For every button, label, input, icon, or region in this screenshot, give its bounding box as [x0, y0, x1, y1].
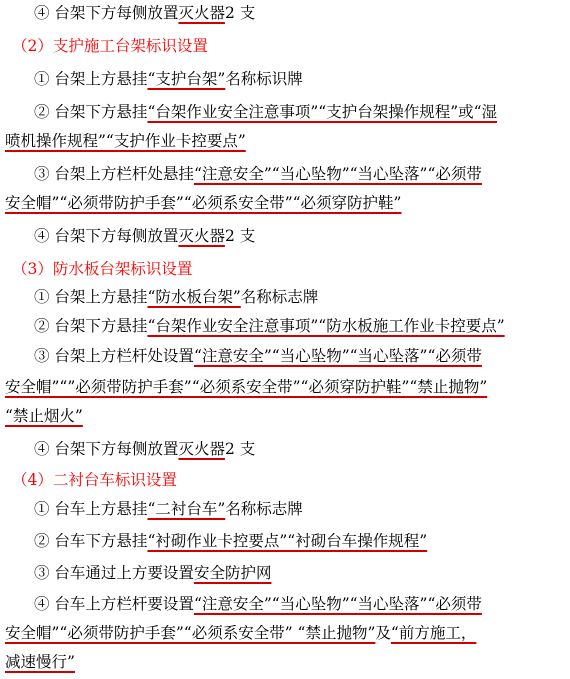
item-4-extinguisher: ④ 台架下方每侧放置灭火器2 支	[34, 4, 256, 22]
item-3-continuation: 安全帽”“必须带防护手套”“必须系安全带”“必须穿防护鞋”	[5, 194, 402, 212]
item-1-name-sign: ① 台架上方悬挂“支护台架”名称标识牌	[34, 70, 303, 88]
item-3-continuation: “禁止烟火”	[5, 407, 83, 425]
item-1-name-sign: ① 台架上方悬挂“防水板台架”名称标志牌	[34, 288, 319, 306]
item-2-safety-notice: ② 台架下方悬挂“台架作业安全注意事项”“防水板施工作业卡控要点”	[34, 317, 505, 335]
item-3-safety-net: ③ 台车通过上方要设置安全防护网	[34, 564, 272, 582]
item-3-railing-signs: ③ 台架上方栏杆处悬挂“注意安全”“当心坠物”“当心坠落”“必须带	[34, 165, 482, 183]
item-2-continuation: 喷机操作规程”“支护作业卡控要点”	[5, 132, 246, 150]
item-2-notice: ② 台车下方悬挂“衬砌作业卡控要点”“衬砌台车操作规程”	[34, 532, 428, 550]
item-4-railing-signs: ④ 台车上方栏杆要设置“注意安全”“当心坠物”“当心坠落”“必须带	[34, 595, 482, 613]
item-3-continuation: 安全帽”“”必须带防护手套”“必须系安全带”“必须穿防护鞋”“禁止抛物”	[5, 378, 488, 396]
section-heading-support-platform: （2）支护施工台架标识设置	[12, 37, 208, 55]
item-3-railing-signs: ③ 台架上方栏杆处设置“注意安全”“当心坠物”“当心坠落”“必须带	[34, 347, 482, 365]
section-heading-waterproof-platform: （3）防水板台架标识设置	[12, 260, 193, 278]
item-4-continuation: 减速慢行”	[5, 653, 75, 671]
item-2-safety-notice: ② 台架下方悬挂“台架作业安全注意事项”“支护台架操作规程”或“湿	[34, 103, 498, 121]
section-heading-lining-trolley: （4）二衬台车标识设置	[12, 471, 177, 489]
item-4-continuation: 安全帽”“必须带防护手套”“必须系安全带” “禁止抛物”及“前方施工，	[5, 624, 477, 642]
item-4-extinguisher: ④ 台架下方每侧放置灭火器2 支	[34, 440, 256, 458]
item-1-name-sign: ① 台车上方悬挂“二衬台车”名称标志牌	[34, 500, 303, 518]
item-4-extinguisher: ④ 台架下方每侧放置灭火器2 支	[34, 227, 256, 245]
